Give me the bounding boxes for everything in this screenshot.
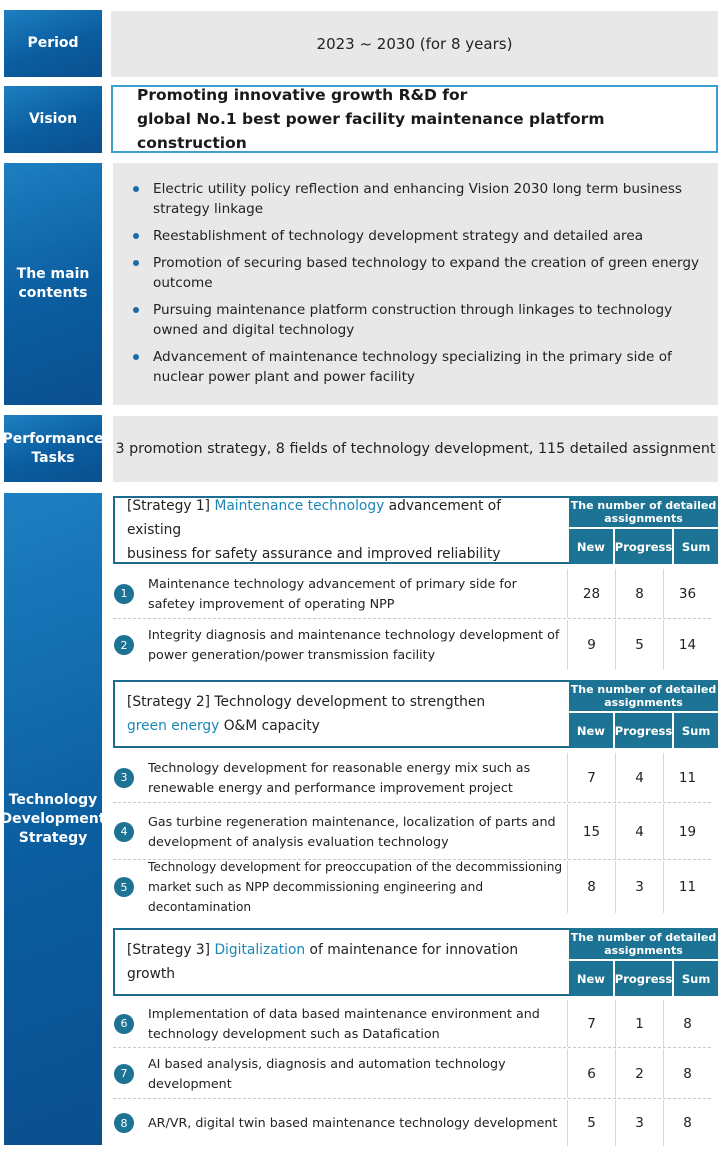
table-row	[113, 1049, 711, 1099]
row-description: Gas turbine regeneration maintenance, localization of parts and development of analysis evaluation technology	[148, 813, 556, 849]
value-progress: 1	[615, 1000, 663, 1047]
strategy-1-columns	[569, 496, 718, 564]
value-sum: 36	[663, 569, 711, 618]
value-progress: 8	[615, 569, 663, 618]
strategy-1-prefix: [Strategy 1]	[127, 498, 215, 514]
column-header-assignments: The number of detailed assignments	[569, 928, 718, 961]
period-value: 2023 ~ 2030 (for 8 years)	[111, 11, 718, 77]
label-tech-strategy: Technology Development Strategy	[4, 493, 102, 1145]
number-badge: 6	[114, 1014, 134, 1034]
value-new: 5	[567, 1100, 615, 1146]
number-badge: 8	[114, 1113, 134, 1133]
list-item-text: Electric utility policy reflection and enhancing Vision 2030 long term business strategy linkage	[153, 181, 682, 217]
strategy-3-title	[113, 928, 569, 996]
strategy-2-title	[113, 680, 569, 748]
strategy-2-header	[113, 680, 718, 748]
vision-line-2: global No.1 best power facility maintenance platform construction	[137, 110, 605, 152]
strategy-1-rest: advancement of existing	[127, 498, 502, 538]
row-description: Integrity diagnosis and maintenance technology development of power generation/power transmission facility	[148, 627, 560, 662]
list-item	[131, 179, 708, 219]
table-row	[113, 861, 711, 913]
table-row	[113, 620, 711, 670]
table-row	[113, 753, 711, 803]
column-sum: Sum	[672, 961, 718, 996]
value-sum: 8	[663, 1000, 711, 1047]
table-row	[113, 569, 711, 619]
label-period: Period	[4, 10, 102, 77]
value-progress: 2	[615, 1049, 663, 1098]
value-sum: 14	[663, 620, 711, 670]
value-progress: 3	[615, 1100, 663, 1146]
main-contents-box	[113, 163, 718, 405]
column-progress: Progress	[613, 713, 672, 748]
value-new: 9	[567, 620, 615, 670]
value-new: 15	[567, 804, 615, 859]
strategy-2-columns	[569, 680, 718, 748]
number-badge: 2	[114, 635, 134, 655]
strategy-2-line-2: O&M capacity	[219, 718, 320, 734]
number-badge: 1	[114, 584, 134, 604]
row-description: Maintenance technology advancement of primary side for safetey improvement of operating NPP	[148, 575, 517, 611]
vision-line-1: Promoting innovative growth R&D for	[137, 86, 468, 104]
strategy-3-rest: of maintenance for innovation growth	[127, 942, 519, 982]
column-header-assignments: The number of detailed assignments	[569, 496, 718, 529]
label-performance-tasks: Performance Tasks	[4, 415, 102, 482]
value-progress: 5	[615, 620, 663, 670]
list-item-text: Reestablishment of technology development strategy and detailed area	[153, 228, 644, 244]
strategy-1-highlight: Maintenance technology	[214, 498, 385, 514]
value-sum: 11	[663, 861, 711, 913]
label-vision: Vision	[4, 86, 102, 153]
strategy-1-line-2: business for safety assurance and improved reliability	[127, 546, 501, 562]
column-new: New	[569, 713, 613, 748]
bullet-icon	[133, 260, 139, 266]
list-item	[131, 226, 708, 246]
table-row	[113, 1000, 711, 1048]
value-sum: 8	[663, 1049, 711, 1098]
value-new: 28	[567, 569, 615, 618]
performance-tasks-value: 3 promotion strategy, 8 fields of technology development, 115 detailed assignment	[113, 416, 718, 482]
list-item	[131, 347, 708, 387]
strategy-2-highlight: green energy	[127, 718, 220, 734]
row-description: Technology development for preoccupation of the decommissioning market such as NPP decommissioning engineering and decontamination	[148, 860, 563, 914]
strategy-1-title	[113, 496, 569, 564]
column-sum: Sum	[672, 529, 718, 564]
strategy-2-prefix: [Strategy 2] Technology development to strengthen	[127, 694, 486, 710]
bullet-icon	[133, 186, 139, 192]
table-row	[113, 804, 711, 860]
list-item	[131, 300, 708, 340]
list-item-text: Advancement of maintenance technology specializing in the primary side of nuclear power plant and power facility	[153, 349, 672, 385]
list-item-text: Pursuing maintenance platform construction through linkages to technology owned and digital technology	[153, 302, 673, 338]
row-description: AI based analysis, diagnosis and automation technology development	[148, 1055, 506, 1091]
value-progress: 4	[615, 753, 663, 802]
main-contents-list	[131, 179, 708, 387]
value-new: 6	[567, 1049, 615, 1098]
bullet-icon	[133, 233, 139, 239]
strategy-3-header	[113, 928, 718, 996]
column-header-assignments: The number of detailed assignments	[569, 680, 718, 713]
value-sum: 8	[663, 1100, 711, 1146]
column-progress: Progress	[613, 529, 672, 564]
bullet-icon	[133, 354, 139, 360]
row-description: Implementation of data based maintenance environment and technology development such as Datafication	[148, 1005, 540, 1041]
bullet-icon	[133, 307, 139, 313]
list-item-text: Promotion of securing based technology to expand the creation of green energy outcome	[153, 255, 700, 291]
vision-box	[111, 85, 718, 153]
number-badge: 3	[114, 768, 134, 788]
column-new: New	[569, 961, 613, 996]
value-new: 8	[567, 861, 615, 913]
table-row	[113, 1100, 711, 1146]
row-description: Technology development for reasonable energy mix such as renewable energy and performance improvement project	[148, 759, 531, 795]
value-sum: 19	[663, 804, 711, 859]
label-main-contents: The main contents	[4, 163, 102, 405]
value-progress: 3	[615, 861, 663, 913]
value-new: 7	[567, 1000, 615, 1047]
strategy-3-prefix: [Strategy 3]	[127, 942, 215, 958]
number-badge: 5	[114, 877, 134, 897]
value-progress: 4	[615, 804, 663, 859]
value-new: 7	[567, 753, 615, 802]
list-item	[131, 253, 708, 293]
strategy-1-header	[113, 496, 718, 564]
strategy-3-columns	[569, 928, 718, 996]
column-new: New	[569, 529, 613, 564]
number-badge: 7	[114, 1064, 134, 1084]
strategy-3-highlight: Digitalization	[214, 942, 306, 958]
column-progress: Progress	[613, 961, 672, 996]
value-sum: 11	[663, 753, 711, 802]
column-sum: Sum	[672, 713, 718, 748]
number-badge: 4	[114, 822, 134, 842]
row-description: AR/VR, digital twin based maintenance technology development	[148, 1115, 558, 1130]
